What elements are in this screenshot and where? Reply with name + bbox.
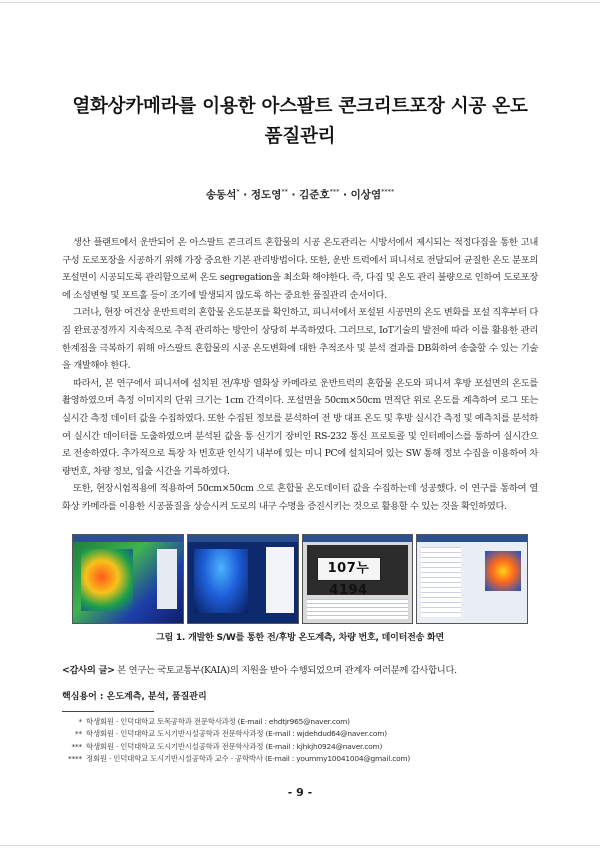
title-line-1: 열화상카메라를 이용한 아스팔트 콘크리트포장 시공 온도	[72, 96, 528, 117]
author-name: 정도영	[250, 189, 282, 201]
plate-recognition-screenshot	[302, 534, 414, 624]
footnote	[62, 728, 538, 740]
window-titlebar	[417, 535, 527, 542]
footnote-divider	[62, 711, 154, 712]
body-paragraph: 생산 플랜트에서 운반되어 온 아스팔트 콘크리트 혼합물의 시공 온도관리는 시방서에서 제시되는 적정다짐을 통한 고내구성 도로포장을 시공하기 위해 가장 중요한 기본 관리방법이다. 또한, 운반 트럭에서 피니셔로 전달되어 균질한 온도 분포의 포설면이 시공되도록 관리함으로써 온도 segregation을 최소화 해야한다. 즉, 다짐 및 온도 관리 불량으로 인하여 도로포장에 소성변형 및 포트홀 등이 조기에 발생되지 않도록 하는 중요한 품질관리 순서이다.	[62, 237, 538, 301]
author-mark: ***	[329, 187, 340, 196]
data-table	[421, 547, 461, 617]
footnote-mark: *	[78, 717, 82, 726]
record-table	[307, 599, 409, 619]
window-titlebar	[303, 535, 413, 542]
body-paragraph: 따라서, 본 연구에서 피니셔에 설치된 전/후방 열화상 카메라로 운반트럭의 혼합물 온도와 피니셔 후방 포설면의 온도를 촬영하였으며 측정 이미지의 단위 크기는 1cm 간격이다. 포설면을 50cm×50cm 면적단 위로 온도를 계측하여 로그 또는 실시간 측정 데이터 값을 수집하였다. 또한 수집된 정보를 분석하여 전 방 대표 온도 및 후방 실시간 측정 및 예측치를 분석하여 실시간 데이터를 도출하였으며 분석된 값을 통 신기기 장비인 RS-232 통신 프로토콜 및 인터페이스를 통하여 실시간으로 전송하였다. 추가적으로 특장 차 번호판 인식기 내부에 있는 미니 PC에 설치되어 있는 SW 통해 정보 수집을 이용하여 차량번호, 차량 정보, 입출 시간을 기록하였다.	[62, 377, 538, 477]
author-mark: **	[281, 187, 288, 196]
acknowledgement	[62, 662, 457, 676]
license-plate: 107누4194	[317, 557, 381, 581]
data-panel	[266, 547, 294, 613]
thermal-image	[194, 549, 248, 613]
footnote	[62, 716, 538, 728]
figure-screenshots	[72, 534, 528, 622]
author-mark: ****	[381, 187, 395, 196]
footnote-text: 학생회원 · 인덕대학교 토목공학과 전문학사과정 (E-mail : ehdtjr965@naver.com)	[86, 717, 350, 726]
window-titlebar	[188, 535, 298, 542]
body-paragraph: 그러나, 현장 여건상 운반트럭의 혼합물 온도분포를 확인하고, 피니셔에서 포설된 시공면의 온도 변화를 포설 직후부터 다짐 완료공정까지 지속적으로 추적 관리하는 방안이 상당히 부족하였다. 그러므로, IoT기술의 발전에 따라 이를 활용한 관리 한계점을 극복하기 위해 아스팔트 혼합물의 시공 온도변화에 대한 추적조사 및 분석 결과를 DB화하여 송출할 수 있는 기술을 개발해야 한다.	[62, 307, 538, 372]
keywords: 핵심용어 : 온도계측, 분석, 품질관리	[62, 692, 207, 702]
author-separator: ·	[339, 189, 351, 201]
title-line-2: 품질관리	[264, 126, 336, 147]
body-paragraph: 또한, 현장시험적용에 적용하여 50cm×50cm 으로 혼합물 온도데이터 값을 수집하는데 성공했다. 이 연구를 통하여 열화상 카메라를 이용한 시공품질을 상승시켜 도로의 내구 수명을 증진시키는 것으로 활용할 수 있는 것을 확인하였다.	[62, 483, 538, 512]
footnote	[62, 753, 538, 765]
front-thermal-screenshot	[72, 534, 184, 624]
author-name: 송동석	[205, 189, 237, 201]
footnote-text: 학생회원 · 인덕대학교 도시기반시설공학과 전문학사과정 (E-mail : kjhkjh0924@naver.com)	[86, 741, 383, 751]
body-text	[62, 234, 538, 516]
window-titlebar	[73, 535, 183, 542]
data-panel	[157, 549, 177, 609]
paper-title	[60, 92, 540, 152]
author-separator: ·	[239, 189, 251, 201]
acknowledgement-label: <감사의 글>	[62, 665, 115, 676]
author-name: 김준호	[299, 189, 330, 201]
author-list	[0, 187, 600, 202]
author-mark: *	[236, 187, 240, 196]
data-transmission-screenshot	[416, 534, 528, 624]
footnote-mark: **	[75, 729, 82, 739]
top-rule	[0, 2, 600, 3]
footnote-mark: ****	[68, 754, 82, 764]
acknowledgement-text: 본 연구는 국토교통부(KAIA)의 지원을 받아 수행되었으며 관계자 여러분께 감사합니다.	[114, 665, 457, 676]
footnote	[62, 741, 538, 753]
bottom-rule	[0, 845, 600, 846]
footnote-mark: ***	[71, 741, 82, 751]
thermal-image	[81, 549, 133, 611]
page-number: - 9 -	[287, 786, 313, 799]
footnote-text: 정회원 · 인덕대학교 도시기반시설공학과 교수 · 공학박사 (E-mail : yoummy10041004@gmail.com)	[86, 754, 411, 764]
author-name: 이상염	[350, 189, 382, 201]
footnote-text: 학생회원 · 인덕대학교 도시기반시설공학과 전문학사과정 (E-mail : wjdehdud64@naver.com)	[86, 729, 387, 739]
author-separator: ·	[287, 189, 300, 201]
rear-thermal-screenshot	[187, 534, 299, 624]
footnotes	[62, 716, 538, 766]
figure-caption: 그림 1. 개발한 S/W를 통한 전/후방 온도계측, 차량 번호, 데이터전송 화면	[155, 633, 445, 643]
thermal-image	[485, 551, 521, 591]
